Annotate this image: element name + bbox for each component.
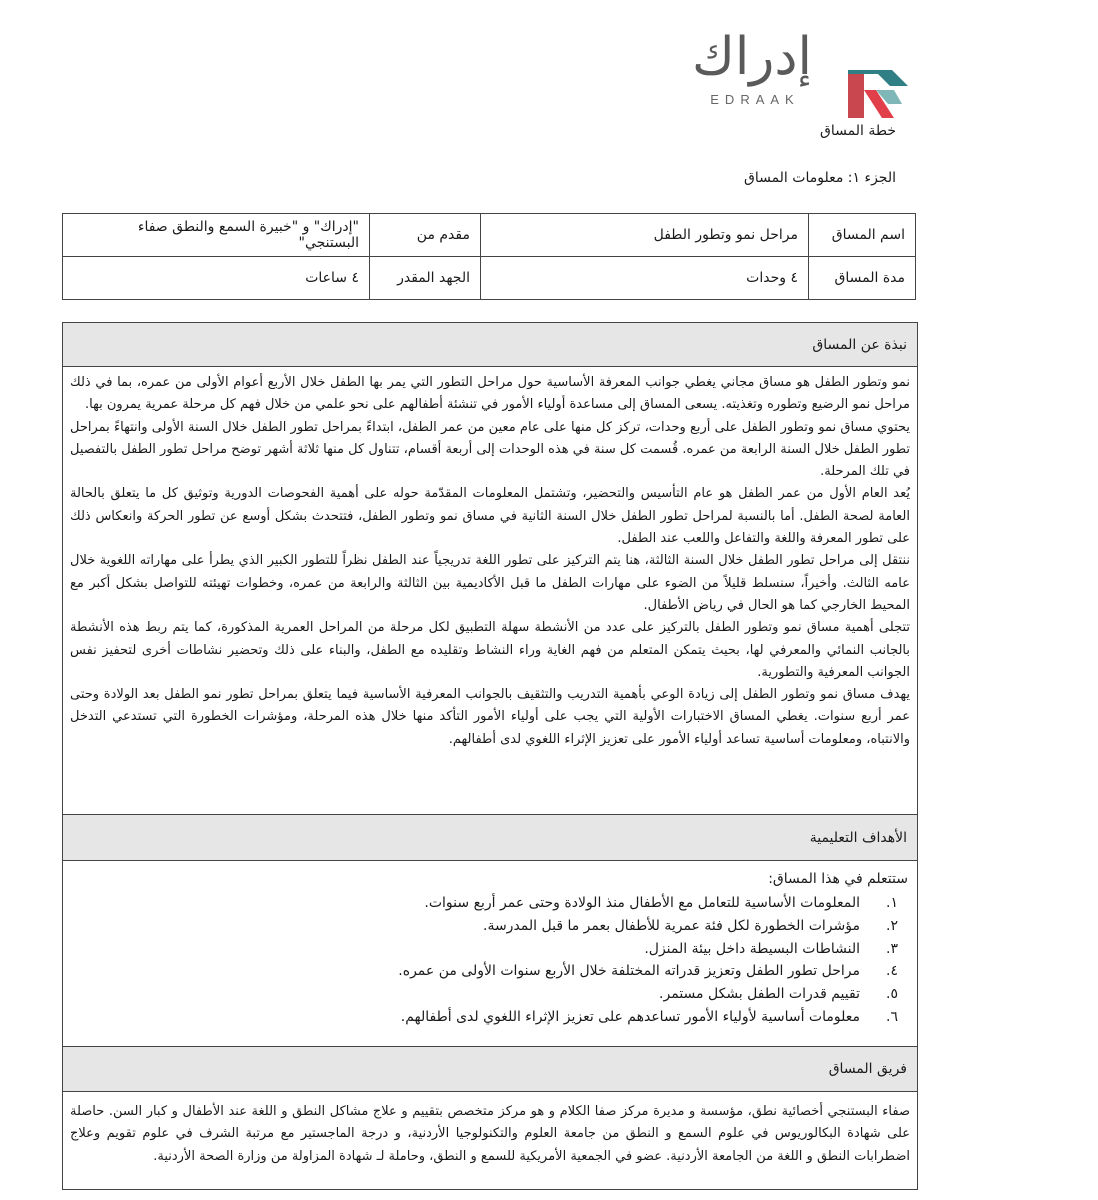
part-title: الجزء ١: معلومات المساق <box>743 170 896 186</box>
team-heading: فريق المساق <box>828 1061 907 1077</box>
objectives-list <box>70 892 908 1028</box>
logo-mark-icon <box>842 66 912 122</box>
list-item: ٤.مراحل تطور الطفل وتعزيز قدراته المختلفة خلال الأربع سنوات الأولى من عمره. <box>398 963 898 980</box>
about-paragraph: ننتقل إلى مراحل تطور الطفل خلال السنة الثالثة، هنا يتم التركيز على تطور اللغة تدريجياً عند الطفل نظراً للتطور الكبير الذي يطرأ على مهاراته اللغوية خلال عامه الثالث. وأخيراً، سنسلط قليلاً من الضوء على مهارات الطفل ما قبل الأكاديمية بين الثالثة والرابعة من عمره، وخطوات تهيئته للتواصل بشكل أكبر مع المحيط الخارجي كما هو الحال في رياض الأطفال. <box>70 553 910 613</box>
presented-by-label: مقدم من <box>370 214 481 257</box>
about-paragraph: نمو وتطور الطفل هو مساق مجاني يغطي جوانب المعرفة الأساسية حول مراحل التطور التي يمر بها الطفل خلال الأربع أعوام الأولى من عمره، بما في ذلك مراحل نمو الرضيع وتطوره وتغذيته. يسعى المساق إلى مساعدة أولياء الأمور في تنشئة أطفالهم على نحو علمي من خلال فهم كل مرحلة عمرية يمرون بها. <box>70 375 910 413</box>
list-item: ٣.النشاطات البسيطة داخل بيئة المنزل. <box>644 940 898 957</box>
team-bio: صفاء البستنجي أخصائية نطق، مؤسسة و مديرة مركز صفا الكلام و هو مركز متخصص بتقييم و علاج مشاكل النطق و اللغة عند الأطفال و كبار السن. حاصلة على شهادة البكالوريوس في علوم السمع و النطق من جامعة العلوم والتكنولوجيا الأردنية، و درجة الماجستير مع مرتبة الشرف في علوم تقويم وعلاج اضطرابات النطق و اللغة من الجامعة الأردنية. عضو في الجمعية الأمريكية للسمع و النطق، وحاملة لـ شهادة المزاولة من وزارة الصحة الأردنية. <box>70 1104 910 1164</box>
about-paragraph: يحتوي مساق نمو وتطور الطفل على أربع وحدات، تركز كل منها على عام معين من عمر الطفل، ابتداءً بمراحل تطور الطفل خلال السنة الأولى وانتهاءً بمراحل تطور الطفل خلال السنة الرابعة من عمره. قُسمت كل سنة في هذه الوحدات إلى أربعة أقسام، تتناول كل منها ثلاثة أشهر توضح مراحل تطور الطفل بالتفصيل في تلك المرحلة. <box>70 419 910 480</box>
objectives-section-body <box>62 860 918 1049</box>
effort-label: الجهد المقدر <box>370 257 481 300</box>
duration-label: مدة المساق <box>809 257 916 300</box>
edraak-logo <box>662 26 914 126</box>
course-name-label: اسم المساق <box>809 214 916 257</box>
objectives-section-header <box>62 814 918 861</box>
list-item: ٦.معلومات أساسية لأولياء الأمور تساعدهم على تعزيز الإثراء اللغوي لدى أطفالهم. <box>400 1008 898 1025</box>
course-name-value: مراحل نمو وتطور الطفل <box>481 214 809 257</box>
logo-latin-text: EDRAAK <box>710 92 800 107</box>
effort-value: ٤ ساعات <box>63 257 370 300</box>
objectives-heading: الأهداف التعليمية <box>809 829 907 846</box>
list-item: ٢.مؤشرات الخطورة لكل فئة عمرية للأطفال بعمر ما قبل المدرسة. <box>483 918 898 934</box>
about-section-body <box>62 366 918 815</box>
team-section-header <box>62 1046 918 1092</box>
list-item: ٥.تقييم قدرات الطفل بشكل مستمر. <box>659 986 898 1003</box>
course-info-table <box>62 213 916 300</box>
objectives-intro: ستتعلم في هذا المساق: <box>768 871 908 887</box>
table-row <box>63 214 916 257</box>
about-paragraph: تتجلى أهمية مساق نمو وتطور الطفل بالتركيز على عدد من الأنشطة سهلة التطبيق لكل مرحلة من المراحل العمرية المذكورة، كما يتم ربط هذه الأنشطة بالجانب النمائي والمعرفي لها، بحيث يتمكن المتعلم من فهم الغاية وراء النشاط وتقليده مع الطفل، والبناء على ذلك وتحضير نشاطات أخرى لتحفيز نفس الجوانب المعرفية والتطورية. <box>70 620 910 680</box>
about-paragraph: يُعد العام الأول من عمر الطفل هو عام التأسيس والتحضير، وتشتمل المعلومات المقدّمة حوله على أهمية الفحوصات الدورية وتوثيق كل ما يتعلق بالحالة العامة لصحة الطفل. أما بالنسبة لمراحل تطور الطفل خلال السنة الثانية في مساق نمو وتطور الطفل، فتتحدث بشكل أوسع عن تطور الحركة وانعكاس ذلك على تطور المعرفة واللغة والتفاعل واللعب عند الطفل. <box>70 486 910 547</box>
logo-wordmark: إدراك <box>691 27 813 87</box>
about-section-header <box>62 322 918 367</box>
list-item: ١.المعلومات الأساسية للتعامل مع الأطفال منذ الولادة وحتى عمر أربع سنوات. <box>424 895 898 912</box>
duration-value: ٤ وحدات <box>481 257 809 300</box>
team-section-body <box>62 1091 918 1190</box>
about-heading: نبذة عن المساق <box>812 336 907 353</box>
about-paragraph: يهدف مساق نمو وتطور الطفل إلى زيادة الوعي بأهمية التدريب والتثقيف بالجوانب المعرفية الأساسية فيما يتعلق بمراحل تطور نمو الطفل بعد الولادة وحتى عمر أربع سنوات. يغطي المساق الاختبارات الأولية التي يجب على أولياء الأمور التأكد منها خلال هذه المرحلة، ومؤشرات الخطورة التي تستدعي التدخل والانتباه، ومعلومات أساسية تساعد أولياء الأمور على تعزيز الإثراء اللغوي لدى أطفالهم. <box>70 687 910 747</box>
plan-title: خطة المساق <box>820 123 896 139</box>
table-row <box>63 257 916 300</box>
presented-by-value: "إدراك" و "خبيرة السمع والنطق صفاء البستنجي" <box>63 214 370 257</box>
